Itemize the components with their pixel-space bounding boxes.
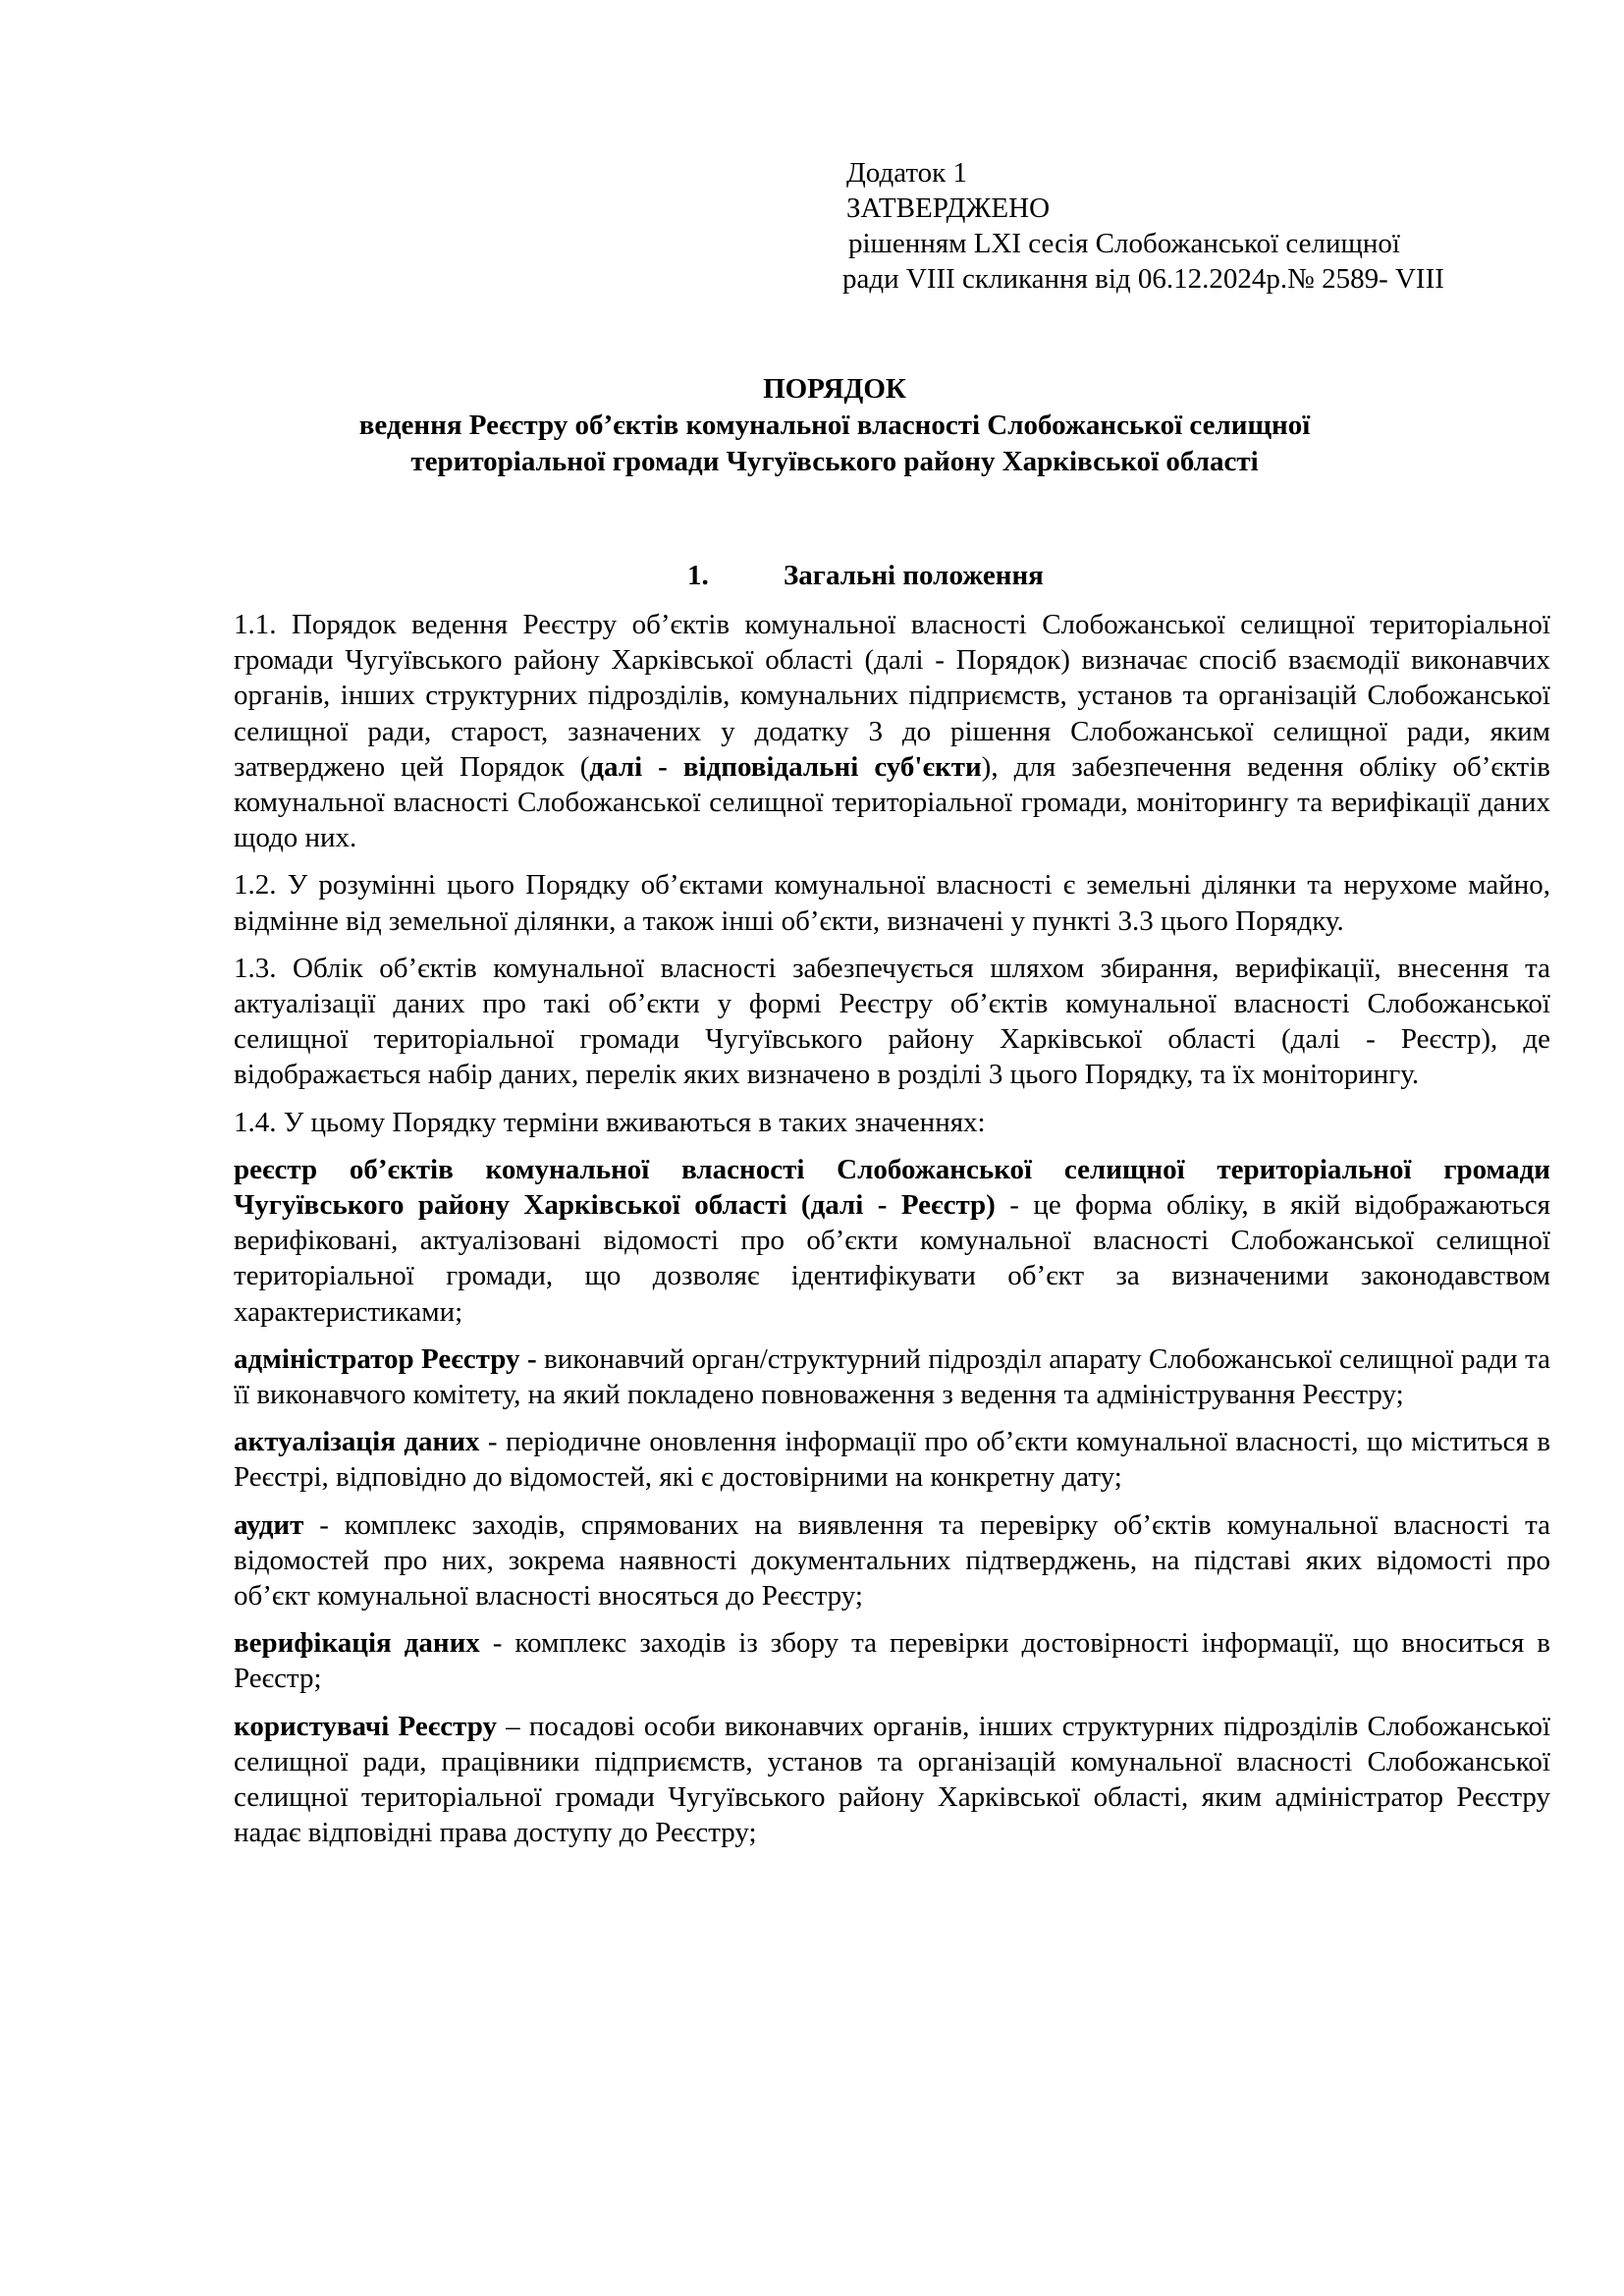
paragraph-1-2: 1.2. У розумінні цього Порядку об’єктами комунальної власності є земельні ділянки та нерухоме майно, відмінне від земельної ділянки, а також інші об’єкти, визначені у пункті 3.3 цього Порядку. — [234, 869, 1550, 937]
definition-term: верифікація даних — [234, 1627, 480, 1660]
definition-term: аудит — [234, 1508, 304, 1541]
definition-text: - це форма обліку, в якій відображаються верифіковані, актуалізовані відомості про об’єкти комунальної власності Слобожанської селищної територіальної громади, що дозволяє ідентифікувати об’єкт за визначеними законодавством характеристиками; — [234, 1189, 1550, 1328]
definition-text: - комплекс заходів із збору та перевірки достовірності інформації, що вноситься в Реєстр; — [234, 1627, 1550, 1695]
paragraph-1-1-bold: далі - відповідальні суб'єкти — [589, 750, 982, 783]
section-title: Загальні положення — [784, 560, 1044, 591]
council-line: ради VIII скликання від 06.12.2024р.№ 2589- VIII — [842, 263, 1444, 295]
paragraph-1-1 — [234, 607, 1550, 855]
document-title — [234, 371, 1435, 480]
document-body — [234, 607, 1550, 1863]
definition-text: - періодичне оновлення інформації про об’єкти комунальної власності, що міститься в Реєстрі, відповідно до відомостей, які є достовірними на конкретну дату; — [234, 1426, 1551, 1494]
definition-text: - комплекс заходів, спрямованих на виявлення та перевірку об’єктів комунальної власності та відомостей про них, зокрема наявності документальних підтверджень, на підставі яких відомості про об’єкт комунальної власності вносяться до Реєстру; — [234, 1508, 1550, 1613]
title-heading: ПОРЯДОК — [763, 373, 906, 405]
paragraph-1-4: 1.4. У цьому Порядку терміни вживаються в таких значеннях: — [234, 1106, 986, 1138]
definition-term: користувачі Реєстру — [234, 1710, 497, 1742]
definition-actualization — [234, 1424, 1550, 1495]
paragraph-1-1-text-b: ), для забезпечення ведення обліку об’єктів комунальної власності Слобожанської селищної територіальної громади, моніторингу та верифікації даних щодо них. — [234, 750, 1550, 854]
definition-term: актуалізація даних — [234, 1426, 480, 1458]
paragraph-1-1-text-a: 1.1. Порядок ведення Реєстру об’єктів комунальної власності Слобожанської селищної територіальної громади Чугуївського району Харківської області (далі - Порядок) визначає спосіб взаємодії виконавчих органів, інших структурних підрозділів, комунальних підприємств, установ та організацій Слобожанської селищної ради, старост, зазначених у додатку 3 до рішення Слобожанської селищної ради, яким затверджено цей Порядок ( — [234, 609, 1550, 783]
paragraph-1-3: 1.3. Облік об’єктів комунальної власності забезпечується шляхом збирання, верифікації, внесення та актуалізації даних про такі об’єкти у формі Реєстру об’єктів комунальної власності Слобожанської селищної територіальної громади Чугуївського району Харківської області (далі - Реєстр), де відображається набір даних, перелік яких визначено в розділі 3 цього Порядку, та їх моніторингу. — [234, 952, 1550, 1091]
definition-audit — [234, 1507, 1550, 1614]
approved-label: ЗАТВЕРДЖЕНО — [846, 192, 1051, 224]
appendix-label: Додаток 1 — [846, 157, 967, 189]
definition-text: – посадові особи виконавчих органів, інших структурних підрозділів Слобожанської селищної ради, працівники підприємств, установ та організацій комунальної власності Слобожанської селищної територіальної громади Чугуївського району Харківської області, яким адміністратор Реєстру надає відповідні права доступу до Реєстру; — [234, 1710, 1551, 1849]
definition-verification — [234, 1625, 1550, 1696]
section-heading — [687, 558, 1044, 593]
definition-users — [234, 1709, 1550, 1851]
definition-registry — [234, 1152, 1550, 1330]
title-subline-1: ведення Реєстру об’єктів комунальної власності Слобожанської селищної — [358, 410, 1311, 441]
section-number: 1. — [687, 560, 709, 591]
approval-stamp-block — [842, 155, 1444, 297]
definition-term: реєстр об’єктів комунальної власності Слобожанської селищної територіальної громади Чугуївського району Харківської області (далі - Реєстр) — [234, 1153, 1550, 1222]
definition-term: адміністратор Реєстру - — [234, 1342, 537, 1375]
decision-line: рішенням LXI сесія Слобожанської селищної — [848, 228, 1400, 259]
definition-administrator — [234, 1341, 1550, 1412]
title-subline-2: територіальної громади Чугуївського району Харківської області — [410, 446, 1259, 477]
definition-text: виконавчий орган/структурний підрозділ апарату Слобожанської селищної ради та її виконавчого комітету, на який покладено повноваження з ведення та адміністрування Реєстру; — [234, 1342, 1550, 1411]
